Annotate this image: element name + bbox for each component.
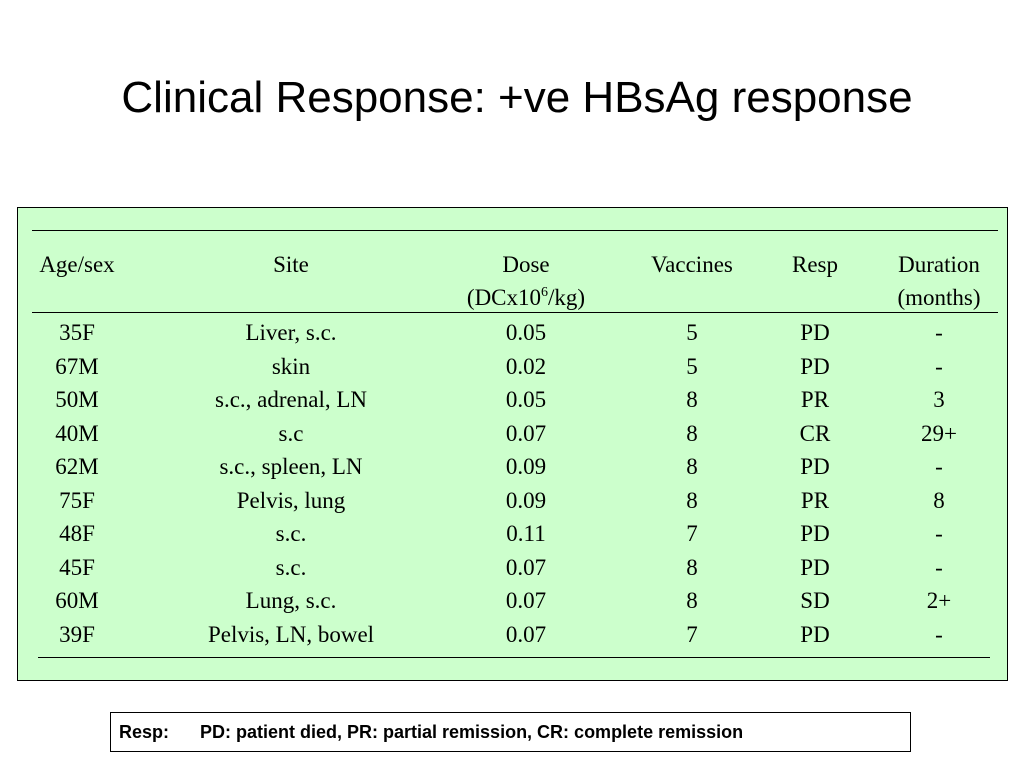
cell-vaccines: 8 bbox=[686, 420, 698, 446]
header-vaccines: Vaccines bbox=[651, 252, 733, 277]
cell-dose: 0.07 bbox=[505, 621, 547, 647]
cell-resp: CR bbox=[799, 420, 831, 446]
cell-duration: - bbox=[935, 521, 943, 546]
cell-resp: PR bbox=[800, 487, 830, 513]
cell-site: Pelvis, lung bbox=[236, 487, 346, 513]
cell-duration: - bbox=[935, 621, 943, 647]
cell-dose: 0.07 bbox=[505, 554, 547, 580]
cell-vaccines: 8 bbox=[686, 387, 698, 412]
cell-dose: 0.09 bbox=[505, 487, 547, 513]
slide-title: Clinical Response: +ve HBsAg response bbox=[121, 73, 913, 122]
cell-site: s.c. bbox=[275, 521, 307, 546]
cell-duration: 29+ bbox=[921, 420, 957, 446]
cell-resp: PD bbox=[800, 554, 830, 580]
cell-vaccines: 8 bbox=[686, 588, 698, 613]
cell-duration: 3 bbox=[933, 387, 945, 412]
cell-duration: - bbox=[935, 353, 943, 379]
cell-duration: - bbox=[935, 454, 943, 479]
cell-vaccines: 8 bbox=[686, 487, 698, 513]
cell-resp: PR bbox=[800, 387, 830, 412]
cell-dose: 0.07 bbox=[505, 588, 547, 613]
header-dose-unit bbox=[467, 281, 585, 314]
cell-vaccines: 8 bbox=[686, 554, 698, 580]
cell-age-sex: 75F bbox=[59, 487, 95, 513]
cell-age-sex: 62M bbox=[55, 454, 99, 479]
header-dose-unit-exponent: 6 bbox=[541, 285, 549, 300]
table-bottom-rule bbox=[38, 657, 990, 658]
cell-site: Lung, s.c. bbox=[245, 588, 337, 613]
cell-vaccines: 7 bbox=[686, 521, 698, 546]
cell-dose: 0.05 bbox=[505, 320, 547, 345]
cell-resp: PD bbox=[800, 454, 830, 479]
cell-site: skin bbox=[271, 353, 311, 379]
cell-dose: 0.05 bbox=[505, 387, 547, 412]
cell-site: Pelvis, LN, bowel bbox=[207, 621, 375, 647]
cell-resp: SD bbox=[800, 588, 830, 613]
cell-age-sex: 67M bbox=[55, 353, 99, 379]
cell-site: s.c bbox=[278, 420, 304, 446]
cell-duration: - bbox=[935, 554, 943, 580]
table-top-rule bbox=[32, 230, 998, 231]
cell-dose: 0.09 bbox=[505, 454, 547, 479]
cell-age-sex: 39F bbox=[59, 621, 95, 647]
cell-duration: 8 bbox=[933, 487, 945, 513]
header-resp: Resp bbox=[792, 252, 838, 277]
cell-vaccines: 8 bbox=[686, 454, 698, 479]
cell-resp: PD bbox=[800, 621, 830, 647]
header-dose-unit-suffix: /kg) bbox=[548, 285, 586, 310]
cell-resp: PD bbox=[800, 353, 830, 379]
cell-dose: 0.11 bbox=[506, 521, 546, 546]
cell-age-sex: 45F bbox=[59, 554, 95, 580]
cell-site: s.c. bbox=[275, 554, 307, 580]
cell-resp: PD bbox=[800, 521, 830, 546]
cell-age-sex: 60M bbox=[55, 588, 99, 613]
header-age-sex: Age/sex bbox=[39, 252, 115, 277]
legend-label: Resp: bbox=[119, 722, 170, 742]
cell-resp: PD bbox=[800, 320, 830, 345]
cell-vaccines: 7 bbox=[686, 621, 698, 647]
cell-vaccines: 5 bbox=[686, 353, 698, 379]
cell-age-sex: 50M bbox=[55, 387, 99, 412]
cell-site: s.c., spleen, LN bbox=[219, 454, 363, 479]
cell-age-sex: 40M bbox=[55, 420, 99, 446]
response-table bbox=[17, 207, 1008, 681]
cell-duration: 2+ bbox=[926, 588, 952, 613]
cell-vaccines: 5 bbox=[686, 320, 698, 345]
cell-site: Liver, s.c. bbox=[245, 320, 337, 345]
header-duration-unit: (months) bbox=[897, 285, 981, 310]
resp-legend bbox=[110, 712, 911, 752]
header-duration: Duration bbox=[898, 252, 980, 277]
header-dose-unit-prefix: (DCx10 bbox=[466, 285, 542, 310]
header-dose: Dose bbox=[502, 252, 550, 277]
cell-dose: 0.07 bbox=[505, 420, 547, 446]
header-site: Site bbox=[273, 252, 309, 277]
cell-duration: - bbox=[935, 320, 943, 345]
legend-text: PD: patient died, PR: partial remission, CR: complete remission bbox=[200, 722, 744, 742]
cell-age-sex: 35F bbox=[59, 320, 95, 345]
cell-site: s.c., adrenal, LN bbox=[215, 387, 367, 412]
cell-dose: 0.02 bbox=[505, 353, 547, 379]
cell-age-sex: 48F bbox=[59, 521, 95, 546]
